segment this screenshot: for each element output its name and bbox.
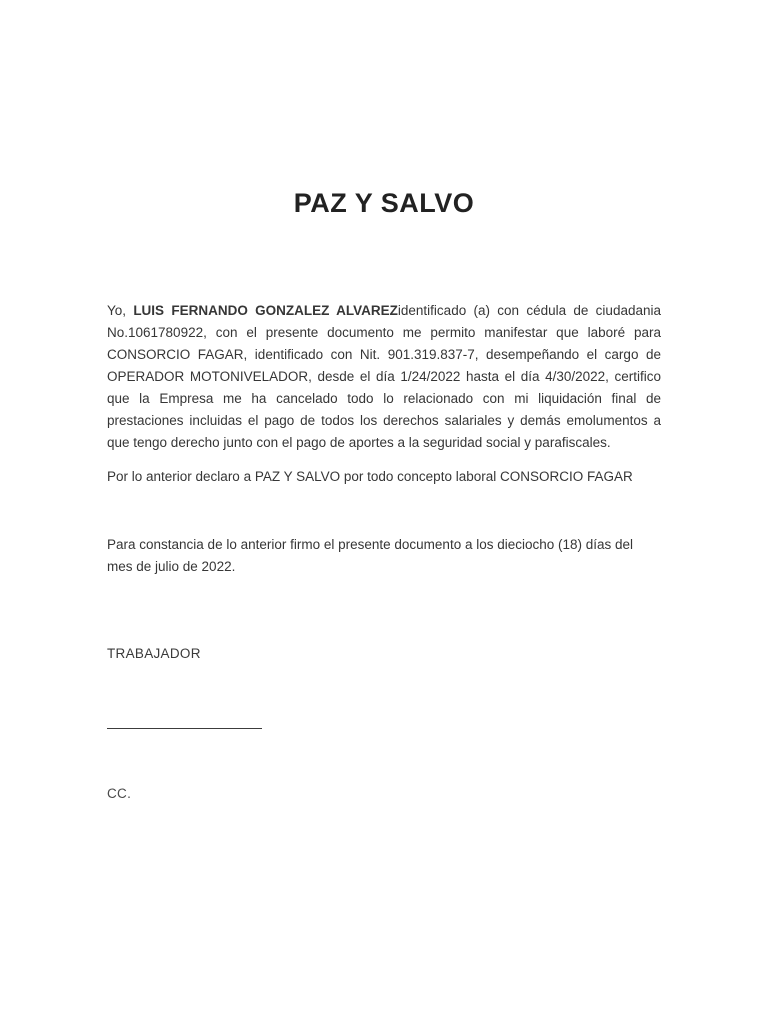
signer-label: TRABAJADOR bbox=[107, 646, 201, 661]
paragraph-declaration bbox=[107, 300, 661, 454]
paragraph-intro: Yo, bbox=[107, 302, 134, 318]
signature-line bbox=[107, 728, 262, 729]
paragraph-signing-date: Para constancia de lo anterior firmo el presente documento a los dieciocho (18) días del mes de julio de 2022. bbox=[107, 536, 634, 574]
paragraph-body: identificado (a) con cédula de ciudadania No.1061780922, con el presente documento me permito manifestar que laboré para CONSORCIO FAGAR, identificado con Nit. 901.319.837-7, desempeñando el cargo de OPERADOR MOTONIVELADOR, desde el día 1/24/2022 hasta el día 4/30/2022, certifico que la Empresa me ha cancelado todo lo relacionado con mi liquidación final de prestaciones incluidas el pago de todos los derechos salariales y demás emolumentos a que tengo derecho junto con el pago de aportes a la seguridad social y parafiscales. bbox=[107, 302, 661, 450]
document-title: PAZ Y SALVO bbox=[293, 188, 475, 218]
paragraph-paz-y-salvo: Por lo anterior declaro a PAZ Y SALVO por todo concepto laboral CONSORCIO FAGAR bbox=[107, 468, 633, 484]
footer-cc: CC. bbox=[107, 786, 132, 801]
worker-name: LUIS FERNANDO GONZALEZ ALVAREZ bbox=[133, 302, 398, 318]
